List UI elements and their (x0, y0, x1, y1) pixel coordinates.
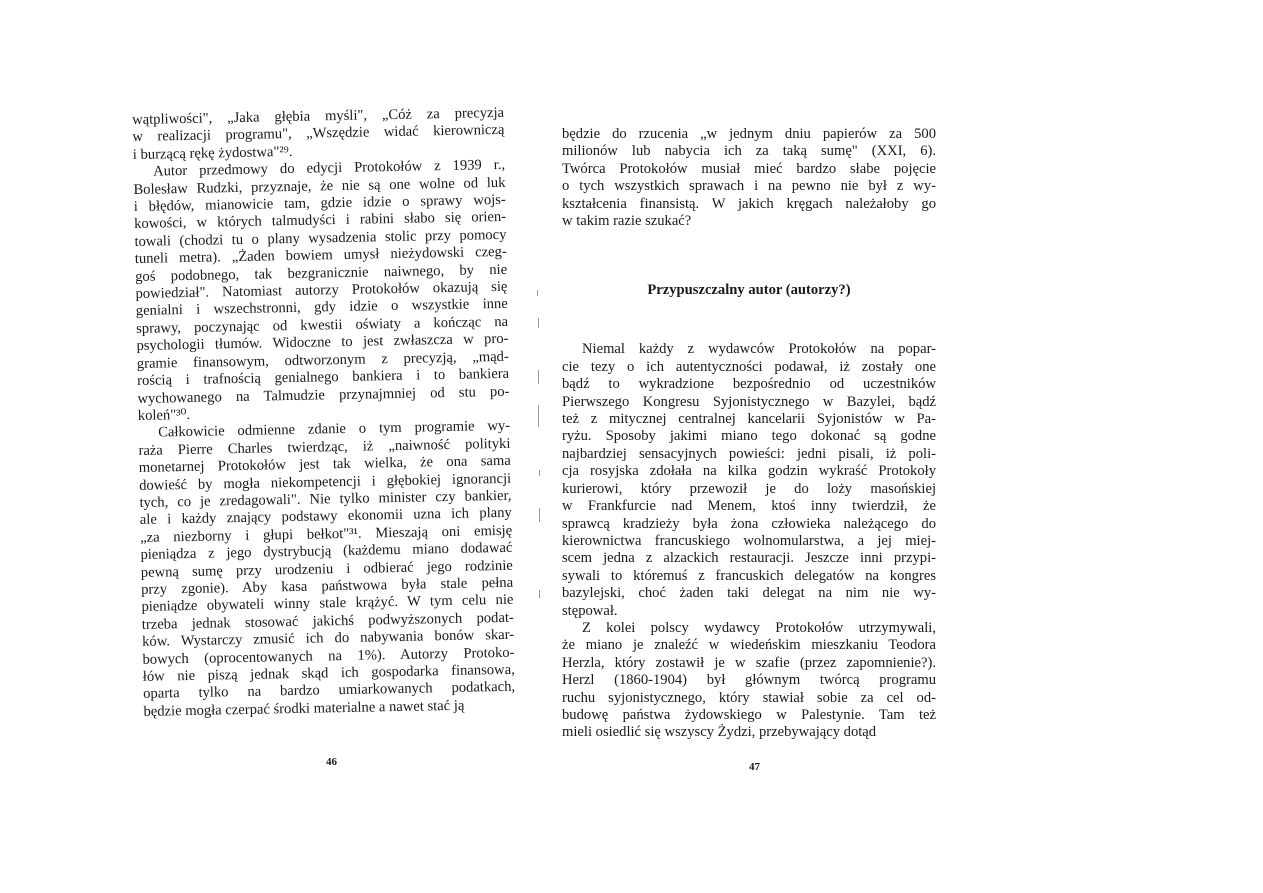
text-line: milionów lub nabycia ich za taką sumę" (XXI, 6). (562, 143, 936, 160)
text-line: monetarnej Protokołów jest tak wielka, że ona sama (138, 452, 511, 477)
text-line: tuneli metra). „Żaden bowiem umysł nieżydowski czeg- (134, 244, 507, 268)
text-line: towali (chodzi tu o plany wysadzenia stolic przy pomocy (134, 226, 507, 250)
right-page-text-top (562, 126, 936, 230)
text-line: goś podobnego, tak bezgranicznie naiwnego, by nie (135, 261, 508, 285)
text-line: i błędów, mianowicie tam, gdzie idzie o sprawy wojs- (133, 191, 506, 216)
text-line: i burzącą rękę żydostwa"²⁹. (132, 143, 293, 163)
text-line: bądź to wykradzione bezpośrednio od uczestników (562, 376, 936, 393)
text-line: Bolesław Rudzki, przyznaje, że nie są one wolne od luk (133, 174, 506, 198)
text-line: raża Pierre Charles twierdząc, iż „naiwność polityki (138, 435, 511, 459)
text-line: Herzla, który zostawił je w szafie (przez zapomnienie?). (562, 654, 936, 671)
text-line: pieniądze obywateli winny stale krążyć. W tym celu nie (141, 592, 514, 616)
text-line: mieli osiedlić się wszyscy Żydzi, przebywający dotąd (562, 724, 877, 741)
text-line: genialni i wszechstronni, gdy idzie o wszystkie inne (135, 296, 508, 320)
text-line: „za niezborny i głupi bełkot"³¹. Mieszają oni emisję (140, 522, 513, 546)
right-page-text-bottom (562, 341, 936, 741)
text-line: sprawcą kradzieży była żona człowieka należącego do (562, 515, 936, 532)
text-line: powiedział". Natomiast autorzy Protokołów okazują się (135, 278, 508, 303)
text-line: też z mitycznej centralnej kancelarii Syjonistów w Pa- (562, 411, 936, 428)
gutter-speck (537, 290, 538, 296)
text-line: kształcenia finansistą. W jakich kręgach należałoby go (562, 195, 936, 212)
text-line: Całkowicie odmienne zdanie o tym programie wy- (158, 418, 511, 441)
section-heading: Przypuszczalny autor (autorzy?) (647, 282, 851, 299)
text-line: budowę państwa żydowskiego w Palestynie. Tam też (562, 706, 936, 723)
text-line: ków. Wystarczy zmusić ich do nabywania bonów skar- (142, 626, 515, 651)
text-line: przy zgonie). Aby kasa państwowa była stale pełna (141, 574, 514, 598)
page-number-right: 47 (749, 761, 760, 773)
text-line: oparta tylko na bardzo umiarkowanych podatkach, (143, 679, 516, 703)
text-line: scem jedna z alzackich restauracji. Jeszcze inni przypi- (562, 550, 936, 567)
text-line: ryżu. Sposoby jakimi miano tego dokonać są godne (562, 428, 936, 445)
text-line: psychologii tłumów. Widoczne to jest zwłaszcza w pro- (136, 331, 509, 355)
text-line: Niemal każdy z wydawców Protokołów na popar- (582, 341, 936, 358)
text-line: w Frankfurcie nad Menem, ktoś inny twierdził, że (562, 498, 936, 515)
left-page (132, 105, 516, 721)
text-line: tych, co je zredagowali". Nie tylko minister czy bankier, (139, 487, 512, 511)
text-line: cja rosyjska zdołała na kilka godzin wykraść Protokoły (562, 463, 936, 480)
text-line: Twórca Protokołów musiał mieć bardzo słabe pojęcie (562, 160, 936, 177)
text-line: ale i każdy znający podstawy ekonomii uzna ich plany (139, 505, 512, 529)
text-line: bowych (oprocentowanych na 1%). Autorzy Protoko- (142, 644, 515, 668)
text-line: kowości, w których talmudyści i rabini słabo się orien- (134, 209, 507, 233)
text-line: koleń"³⁰. (137, 406, 191, 424)
gutter-speck (538, 318, 539, 328)
text-line: Pierwszego Kongresu Syjonistycznego w Bazylei, bądź (562, 393, 936, 410)
gutter-speck (538, 405, 539, 427)
text-line: bazylejski, choć żaden taki delegat na nim nie wy- (562, 585, 936, 602)
gutter-speck (539, 508, 540, 522)
text-line: dowieść by mogła niekompetencji i głębokiej ignorancji (139, 470, 512, 494)
text-line: najbardziej sensacyjnych powieści: jedni pisali, iż poli- (562, 445, 936, 462)
text-line: ruchu syjonistycznego, który stawiał sobie za cel od- (562, 689, 936, 706)
text-line: stępował. (562, 602, 618, 619)
text-line: gramie finansowym, odtworzonym z precyzją, „mąd- (136, 348, 509, 372)
text-line: sprawy, poczynając od kwestii oświaty a kończąc na (136, 313, 509, 337)
left-page-text (132, 105, 516, 721)
page-number-left: 46 (326, 756, 337, 768)
text-line: będzie do rzucenia „w jednym dniu papierów za 500 (562, 126, 936, 142)
text-line: Herzl (1860-1904) był głównym twórcą programu (562, 672, 936, 689)
gutter-speck (538, 370, 539, 384)
text-line: sywali to któremuś z francuskich delegatów na kongres (562, 567, 936, 584)
text-line: trzeba jednak stosować jakichś podwyższonych podat- (141, 609, 514, 633)
text-line: wychowanego na Talmudzie przynajmniej od stu po- (137, 383, 510, 407)
text-line: kierownictwa francuskiego wolnomularstwa, a jej miej- (562, 532, 936, 549)
gutter-speck (539, 470, 540, 476)
text-line: że miano je znaleźć w wiedeńskim mieszkaniu Teodora (562, 637, 936, 654)
text-line: łów nie piszą jednak skąd ich gospodarka finansowa, (142, 661, 515, 685)
text-line: w takim razie szukać? (562, 213, 692, 230)
text-line: Autor przedmowy do edycji Protokołów z 1939 r., (152, 157, 506, 180)
text-line: wątpliwości", „Jaka głębia myśli", „Cóż za precyzja (132, 104, 505, 128)
text-line: pewną sumę przy urodzeniu i odbierać jego rodzinie (140, 557, 513, 581)
text-line: w realizacji programu", „Wszędzie widać kierowniczą (132, 122, 505, 146)
text-line: Z kolei polscy wydawcy Protokołów utrzymywali, (582, 619, 936, 636)
text-line: rością i trafnością genialnego bankiera i to bankiera (137, 365, 510, 390)
text-line: kurierowi, który przewoził je do loży masońskiej (562, 480, 936, 497)
text-line: o tych wszystkich sprawach i na pewno nie był z wy- (562, 178, 936, 195)
right-page (562, 126, 936, 742)
gutter-speck (539, 590, 540, 598)
text-line: cie tezy o ich autentyczności podawał, iż zostały one (562, 358, 936, 375)
text-line: będzie mogła czerpać środki materialne a nawet stać ją (143, 697, 465, 720)
text-line: pieniądza z jego dystrybucją (każdemu miano dodawać (140, 539, 513, 564)
